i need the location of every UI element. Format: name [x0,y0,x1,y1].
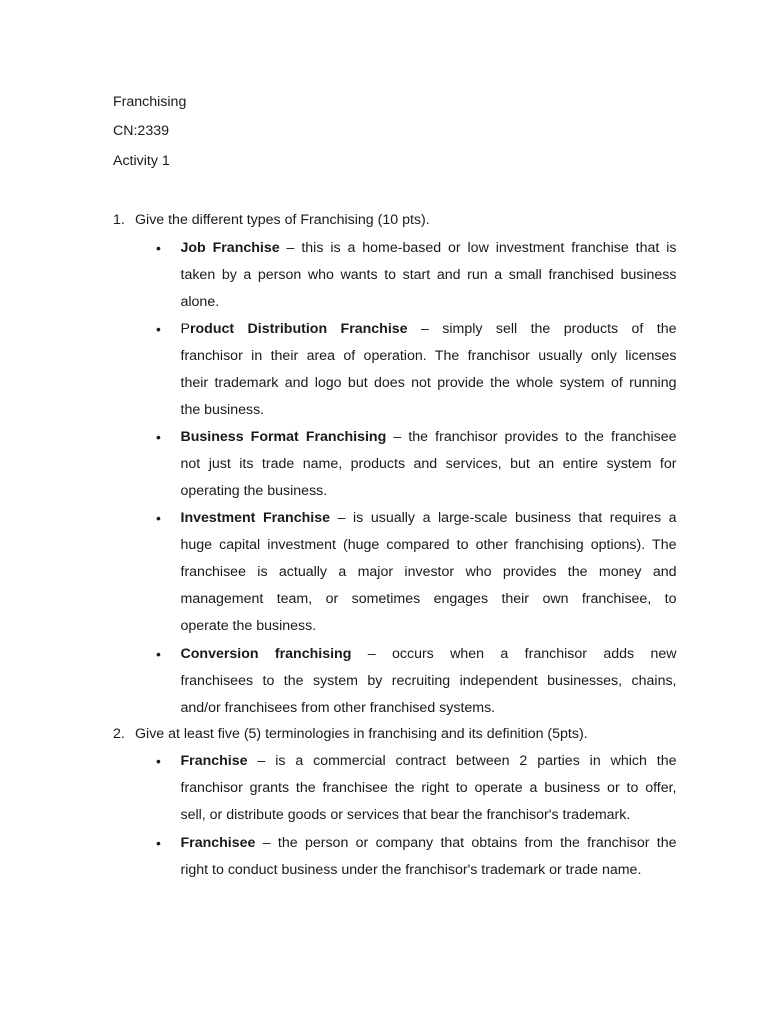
definition-line: franchisee is actually a major investor who provides the money and [180,564,677,580]
term-label: Conversion franchising [180,646,352,662]
definition-line: taken by a person who wants to start and run a small franchised business [180,267,677,283]
term-label: roduct Distribution Franchise [189,321,408,337]
definition-line: the business. [180,402,265,418]
course-number: CN:2339 [113,123,169,139]
bullet-icon: • [156,646,161,662]
item-text [181,505,677,640]
question-number: 2. [113,726,125,742]
document-title: Franchising [113,94,187,110]
bullet-icon: • [156,240,161,256]
term-prefix: P [180,321,190,337]
definition-line: operate the business. [180,618,317,634]
definition-line: franchisor in their area of operation. The franchisor usually only licenses [180,348,677,364]
definition-line: sell, or distribute goods or services that bear the franchisor's trademark. [180,807,631,823]
definition-line: and/or franchisees from other franchised systems. [180,700,496,716]
definition-line: – is a commercial contract between 2 parties in which the [247,753,677,769]
item-text [181,830,677,884]
definition-line: – occurs when a franchisor adds new [351,646,677,662]
term-label: Franchisee [180,835,256,851]
definition-line: – is usually a large-scale business that requires a [330,510,677,526]
bullet-icon: • [156,835,161,851]
bullet-icon: • [156,429,161,445]
definition-line: not just its trade name, products and services, but an entire system for [180,456,677,472]
term-label: Job Franchise [180,240,280,256]
item-text [181,235,677,316]
item-text [181,641,677,722]
question-text: Give at least five (5) terminologies in franchising and its definition (5pts). [135,726,588,742]
definition-line: – simply sell the products of the [407,321,677,337]
item-text [181,316,677,424]
bullet-icon: • [156,321,161,337]
definition-line: operating the business. [180,483,328,499]
question-1 [113,210,683,230]
item-text [181,424,677,505]
term-label: Franchise [180,753,248,769]
definition-line: alone. [180,294,220,310]
question-2 [113,724,683,744]
question-number: 1. [113,212,125,228]
definition-line: – the franchisor provides to the franchisee [386,429,677,445]
definition-line: their trademark and logo but does not provide the whole system of running [180,375,677,391]
definition-line: franchisor grants the franchisee the right to operate a business or to offer, [180,780,677,796]
definition-line: – this is a home-based or low investment franchise that is [279,240,677,256]
term-label: Investment Franchise [180,510,330,526]
term-label: Business Format Franchising [180,429,387,445]
definition-line: right to conduct business under the franchisor's trademark or trade name. [180,862,642,878]
definition-line: huge capital investment (huge compared to other franchising options). The [180,537,677,553]
definition-line: franchisees to the system by recruiting independent businesses, chains, [180,673,677,689]
definition-line: – the person or company that obtains from the franchisor the [255,835,677,851]
definition-line: management team, or sometimes engages their own franchisee, to [180,591,677,607]
bullet-icon: • [156,753,161,769]
question-text: Give the different types of Franchising (10 pts). [135,212,430,228]
item-text [181,748,677,829]
bullet-icon: • [156,510,161,526]
activity-label: Activity 1 [113,153,170,169]
